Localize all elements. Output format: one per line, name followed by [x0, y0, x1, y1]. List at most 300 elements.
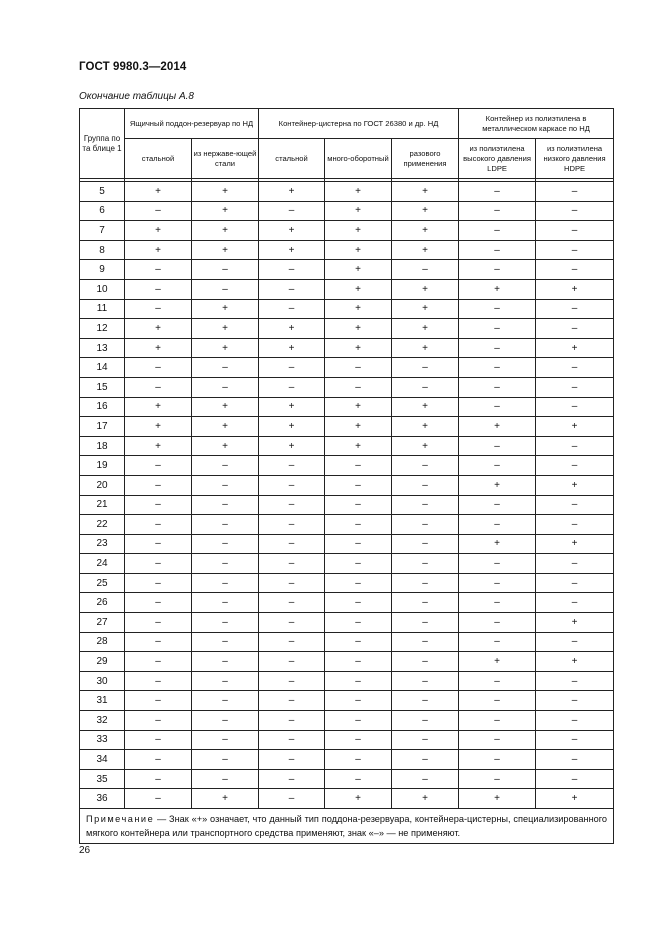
- cell-mark: –: [125, 632, 192, 652]
- cell-mark: –: [459, 573, 536, 593]
- cell-mark: –: [325, 652, 392, 672]
- row-group-number: 15: [80, 377, 125, 397]
- cell-mark: +: [125, 338, 192, 358]
- row-group-number: 6: [80, 201, 125, 221]
- cell-mark: –: [459, 338, 536, 358]
- group-header-polyethylene-container: Контейнер из полиэтилена в металлическом каркасе по НД: [459, 109, 614, 139]
- cell-mark: –: [125, 534, 192, 554]
- cell-mark: –: [259, 515, 325, 535]
- cell-mark: –: [259, 789, 325, 809]
- cell-mark: –: [536, 260, 614, 280]
- cell-mark: +: [459, 534, 536, 554]
- cell-mark: –: [259, 573, 325, 593]
- cell-mark: –: [192, 495, 259, 515]
- table-row: [80, 182, 614, 202]
- cell-mark: –: [125, 671, 192, 691]
- cell-mark: –: [536, 358, 614, 378]
- cell-mark: –: [192, 515, 259, 535]
- cell-mark: +: [459, 652, 536, 672]
- cell-mark: –: [125, 613, 192, 633]
- row-group-number: 10: [80, 279, 125, 299]
- cell-mark: –: [392, 730, 459, 750]
- row-group-number: 13: [80, 338, 125, 358]
- cell-mark: +: [125, 182, 192, 202]
- cell-mark: –: [459, 456, 536, 476]
- table-row: [80, 691, 614, 711]
- cell-mark: –: [459, 691, 536, 711]
- cell-mark: +: [259, 417, 325, 437]
- cell-mark: +: [536, 279, 614, 299]
- cell-mark: –: [459, 515, 536, 535]
- cell-mark: +: [325, 436, 392, 456]
- subheader-ldpe: из полиэтилена высокого давления LDPE: [459, 139, 536, 179]
- cell-mark: –: [259, 534, 325, 554]
- cell-mark: –: [392, 593, 459, 613]
- group-header-tank-container: Контейнер-цистерна по ГОСТ 26380 и др. НД: [259, 109, 459, 139]
- cell-mark: –: [459, 377, 536, 397]
- cell-mark: –: [125, 554, 192, 574]
- cell-mark: –: [392, 750, 459, 770]
- row-group-number: 30: [80, 671, 125, 691]
- cell-mark: –: [459, 730, 536, 750]
- cell-mark: –: [392, 358, 459, 378]
- row-group-number: 8: [80, 240, 125, 260]
- cell-mark: –: [459, 554, 536, 574]
- cell-mark: –: [392, 652, 459, 672]
- row-group-number: 18: [80, 436, 125, 456]
- cell-mark: –: [536, 750, 614, 770]
- cell-mark: –: [192, 358, 259, 378]
- cell-mark: +: [536, 652, 614, 672]
- subheader-steel: стальной: [125, 139, 192, 179]
- cell-mark: –: [325, 377, 392, 397]
- table-row: [80, 397, 614, 417]
- cell-mark: +: [325, 319, 392, 339]
- table-body: [80, 182, 614, 809]
- cell-mark: –: [536, 632, 614, 652]
- cell-mark: +: [392, 397, 459, 417]
- cell-mark: –: [392, 573, 459, 593]
- cell-mark: +: [259, 397, 325, 417]
- cell-mark: –: [536, 691, 614, 711]
- cell-mark: –: [392, 554, 459, 574]
- row-group-number: 14: [80, 358, 125, 378]
- table-row: [80, 534, 614, 554]
- cell-mark: –: [125, 573, 192, 593]
- table-row: [80, 789, 614, 809]
- cell-mark: –: [125, 358, 192, 378]
- cell-mark: +: [192, 789, 259, 809]
- row-group-number: 9: [80, 260, 125, 280]
- cell-mark: –: [259, 691, 325, 711]
- cell-mark: +: [125, 221, 192, 241]
- cell-mark: –: [259, 377, 325, 397]
- cell-mark: –: [459, 711, 536, 731]
- subheader-hdpe: из полиэтилена низкого давления HDPE: [536, 139, 614, 179]
- cell-mark: –: [536, 456, 614, 476]
- cell-mark: –: [125, 475, 192, 495]
- table-row: [80, 632, 614, 652]
- cell-mark: –: [259, 495, 325, 515]
- table-row: [80, 299, 614, 319]
- table-row: [80, 769, 614, 789]
- row-group-number: 20: [80, 475, 125, 495]
- cell-mark: –: [325, 632, 392, 652]
- cell-mark: +: [392, 240, 459, 260]
- cell-mark: –: [259, 456, 325, 476]
- cell-mark: –: [125, 201, 192, 221]
- cell-mark: –: [392, 711, 459, 731]
- table-row: [80, 750, 614, 770]
- cell-mark: –: [192, 377, 259, 397]
- cell-mark: –: [259, 358, 325, 378]
- cell-mark: +: [259, 338, 325, 358]
- cell-mark: +: [325, 338, 392, 358]
- cell-mark: –: [125, 456, 192, 476]
- cell-mark: –: [125, 377, 192, 397]
- table-row: [80, 377, 614, 397]
- cell-mark: –: [125, 730, 192, 750]
- page-number: 26: [79, 845, 91, 856]
- cell-mark: +: [536, 417, 614, 437]
- cell-mark: –: [392, 769, 459, 789]
- cell-mark: –: [325, 671, 392, 691]
- cell-mark: –: [259, 475, 325, 495]
- cell-mark: –: [192, 711, 259, 731]
- row-group-number: 7: [80, 221, 125, 241]
- cell-mark: –: [459, 201, 536, 221]
- cell-mark: –: [192, 769, 259, 789]
- cell-mark: +: [192, 240, 259, 260]
- cell-mark: –: [536, 495, 614, 515]
- cell-mark: –: [536, 671, 614, 691]
- table-row: [80, 319, 614, 339]
- cell-mark: +: [392, 417, 459, 437]
- cell-mark: +: [392, 299, 459, 319]
- cell-mark: –: [325, 534, 392, 554]
- cell-mark: –: [325, 495, 392, 515]
- cell-mark: –: [459, 260, 536, 280]
- row-group-number: 21: [80, 495, 125, 515]
- cell-mark: –: [192, 554, 259, 574]
- row-group-number: 12: [80, 319, 125, 339]
- cell-mark: –: [392, 534, 459, 554]
- cell-mark: +: [392, 221, 459, 241]
- cell-mark: +: [192, 319, 259, 339]
- cell-mark: –: [259, 769, 325, 789]
- table-row: [80, 613, 614, 633]
- cell-mark: +: [325, 201, 392, 221]
- cell-mark: –: [392, 691, 459, 711]
- cell-mark: –: [536, 221, 614, 241]
- cell-mark: +: [459, 279, 536, 299]
- cell-mark: +: [259, 240, 325, 260]
- cell-mark: +: [459, 417, 536, 437]
- cell-mark: –: [536, 182, 614, 202]
- cell-mark: –: [459, 299, 536, 319]
- cell-mark: –: [536, 240, 614, 260]
- row-group-number: 16: [80, 397, 125, 417]
- cell-mark: –: [392, 632, 459, 652]
- cell-mark: –: [536, 593, 614, 613]
- cell-mark: –: [192, 456, 259, 476]
- cell-mark: –: [536, 299, 614, 319]
- cell-mark: –: [259, 652, 325, 672]
- table-row: [80, 417, 614, 437]
- cell-mark: –: [459, 495, 536, 515]
- cell-mark: –: [259, 632, 325, 652]
- cell-mark: –: [125, 789, 192, 809]
- table-row: [80, 593, 614, 613]
- cell-mark: –: [536, 573, 614, 593]
- cell-mark: –: [192, 730, 259, 750]
- cell-mark: –: [259, 750, 325, 770]
- row-group-number: 22: [80, 515, 125, 535]
- cell-mark: +: [192, 182, 259, 202]
- table-row: [80, 554, 614, 574]
- cell-mark: +: [125, 436, 192, 456]
- cell-mark: +: [259, 436, 325, 456]
- subheader-single-use: разового применения: [392, 139, 459, 179]
- cell-mark: –: [392, 456, 459, 476]
- cell-mark: –: [536, 769, 614, 789]
- cell-mark: –: [192, 671, 259, 691]
- cell-mark: +: [192, 221, 259, 241]
- cell-mark: –: [392, 671, 459, 691]
- table-row: [80, 240, 614, 260]
- table-row: [80, 358, 614, 378]
- cell-mark: –: [125, 299, 192, 319]
- cell-mark: –: [459, 358, 536, 378]
- table-row: [80, 436, 614, 456]
- cell-mark: +: [392, 182, 459, 202]
- table-row: [80, 652, 614, 672]
- row-group-number: 32: [80, 711, 125, 731]
- cell-mark: –: [259, 711, 325, 731]
- cell-mark: –: [325, 750, 392, 770]
- cell-mark: –: [459, 632, 536, 652]
- cell-mark: +: [325, 417, 392, 437]
- cell-mark: –: [536, 730, 614, 750]
- subheader-reusable: много-оборотный: [325, 139, 392, 179]
- cell-mark: +: [192, 338, 259, 358]
- cell-mark: –: [125, 769, 192, 789]
- cell-mark: –: [459, 671, 536, 691]
- row-group-number: 24: [80, 554, 125, 574]
- cell-mark: –: [259, 260, 325, 280]
- cell-mark: –: [125, 279, 192, 299]
- cell-mark: –: [459, 182, 536, 202]
- row-group-number: 31: [80, 691, 125, 711]
- note-label: Примечание: [86, 814, 155, 824]
- table-row: [80, 221, 614, 241]
- cell-mark: –: [459, 769, 536, 789]
- cell-mark: +: [536, 613, 614, 633]
- row-group-number: 19: [80, 456, 125, 476]
- row-group-number: 17: [80, 417, 125, 437]
- cell-mark: –: [192, 652, 259, 672]
- cell-mark: –: [192, 691, 259, 711]
- row-group-number: 23: [80, 534, 125, 554]
- cell-mark: –: [325, 593, 392, 613]
- table-row: [80, 201, 614, 221]
- cell-mark: +: [325, 299, 392, 319]
- cell-mark: –: [325, 691, 392, 711]
- cell-mark: –: [536, 319, 614, 339]
- table-row: [80, 671, 614, 691]
- cell-mark: +: [192, 436, 259, 456]
- cell-mark: –: [125, 593, 192, 613]
- cell-mark: +: [536, 338, 614, 358]
- cell-mark: –: [325, 475, 392, 495]
- cell-mark: –: [325, 769, 392, 789]
- note-text: — Знак «+» означает, что данный тип поддона-резервуара, контейнера-цистерны, специализированного мягкого контейнера или транспортного средства применяют, знак «–» — не применяют.: [86, 814, 608, 838]
- cell-mark: +: [192, 299, 259, 319]
- cell-mark: +: [259, 182, 325, 202]
- cell-mark: +: [259, 319, 325, 339]
- cell-mark: –: [392, 515, 459, 535]
- table-row: [80, 279, 614, 299]
- cell-mark: –: [259, 730, 325, 750]
- cell-mark: +: [125, 319, 192, 339]
- cell-mark: +: [125, 397, 192, 417]
- cell-mark: –: [259, 299, 325, 319]
- cell-mark: –: [459, 436, 536, 456]
- row-group-number: 5: [80, 182, 125, 202]
- cell-mark: +: [125, 240, 192, 260]
- cell-mark: –: [259, 671, 325, 691]
- table-row: [80, 573, 614, 593]
- cell-mark: +: [125, 417, 192, 437]
- cell-mark: –: [259, 613, 325, 633]
- table-row: [80, 515, 614, 535]
- row-group-number: 11: [80, 299, 125, 319]
- cell-mark: –: [536, 554, 614, 574]
- cell-mark: –: [459, 750, 536, 770]
- cell-mark: –: [325, 456, 392, 476]
- row-group-number: 27: [80, 613, 125, 633]
- row-group-number: 25: [80, 573, 125, 593]
- cell-mark: –: [392, 613, 459, 633]
- cell-mark: –: [325, 554, 392, 574]
- cell-mark: –: [259, 554, 325, 574]
- cell-mark: –: [325, 730, 392, 750]
- row-group-number: 26: [80, 593, 125, 613]
- cell-mark: –: [536, 711, 614, 731]
- row-group-number: 33: [80, 730, 125, 750]
- cell-mark: +: [259, 221, 325, 241]
- cell-mark: –: [259, 279, 325, 299]
- cell-mark: +: [325, 221, 392, 241]
- cell-mark: –: [536, 436, 614, 456]
- cell-mark: +: [392, 279, 459, 299]
- cell-mark: –: [192, 279, 259, 299]
- cell-mark: +: [459, 475, 536, 495]
- cell-mark: –: [392, 495, 459, 515]
- cell-mark: +: [392, 319, 459, 339]
- cell-mark: –: [125, 652, 192, 672]
- cell-mark: –: [125, 691, 192, 711]
- row-group-number: 28: [80, 632, 125, 652]
- cell-mark: –: [192, 573, 259, 593]
- row-group-number: 35: [80, 769, 125, 789]
- cell-mark: –: [259, 593, 325, 613]
- cell-mark: +: [192, 417, 259, 437]
- cell-mark: –: [325, 358, 392, 378]
- cell-mark: +: [325, 240, 392, 260]
- cell-mark: –: [459, 397, 536, 417]
- cell-mark: –: [392, 260, 459, 280]
- cell-mark: –: [459, 613, 536, 633]
- cell-mark: –: [125, 260, 192, 280]
- table-row: [80, 338, 614, 358]
- cell-mark: –: [392, 475, 459, 495]
- cell-mark: +: [392, 436, 459, 456]
- cell-mark: –: [536, 515, 614, 535]
- cell-mark: –: [192, 632, 259, 652]
- cell-mark: +: [459, 789, 536, 809]
- cell-mark: +: [192, 201, 259, 221]
- subheader-stainless-steel: из нержаве-ющей стали: [192, 139, 259, 179]
- cell-mark: –: [192, 260, 259, 280]
- cell-mark: –: [325, 515, 392, 535]
- cell-mark: –: [392, 377, 459, 397]
- cell-mark: –: [325, 573, 392, 593]
- cell-mark: –: [125, 515, 192, 535]
- group-column-header: Группа по та блице 1: [80, 109, 125, 179]
- table-row: [80, 711, 614, 731]
- cell-mark: –: [192, 534, 259, 554]
- table-row: [80, 456, 614, 476]
- table-row: [80, 495, 614, 515]
- table-caption: Окончание таблицы А.8: [79, 91, 194, 102]
- row-group-number: 29: [80, 652, 125, 672]
- cell-mark: +: [392, 789, 459, 809]
- cell-mark: +: [325, 789, 392, 809]
- cell-mark: –: [459, 593, 536, 613]
- cell-mark: –: [259, 201, 325, 221]
- cell-mark: –: [125, 711, 192, 731]
- cell-mark: +: [325, 397, 392, 417]
- row-group-number: 34: [80, 750, 125, 770]
- cell-mark: –: [125, 495, 192, 515]
- cell-mark: +: [536, 534, 614, 554]
- subheader-steel: стальной: [259, 139, 325, 179]
- row-group-number: 36: [80, 789, 125, 809]
- cell-mark: –: [325, 711, 392, 731]
- table-note: [80, 809, 614, 844]
- cell-mark: –: [192, 475, 259, 495]
- cell-mark: –: [125, 750, 192, 770]
- cell-mark: +: [325, 260, 392, 280]
- cell-mark: +: [392, 338, 459, 358]
- table-row: [80, 475, 614, 495]
- applicability-table: [79, 108, 614, 844]
- cell-mark: +: [392, 201, 459, 221]
- cell-mark: –: [536, 397, 614, 417]
- cell-mark: –: [536, 201, 614, 221]
- cell-mark: +: [325, 279, 392, 299]
- table-row: [80, 730, 614, 750]
- cell-mark: +: [192, 397, 259, 417]
- cell-mark: –: [459, 221, 536, 241]
- group-header-pallet-tank: Ящичный поддон-резервуар по НД: [125, 109, 259, 139]
- cell-mark: –: [459, 319, 536, 339]
- table-row: [80, 260, 614, 280]
- document-code: ГОСТ 9980.3—2014: [79, 61, 187, 73]
- cell-mark: +: [536, 789, 614, 809]
- cell-mark: –: [459, 240, 536, 260]
